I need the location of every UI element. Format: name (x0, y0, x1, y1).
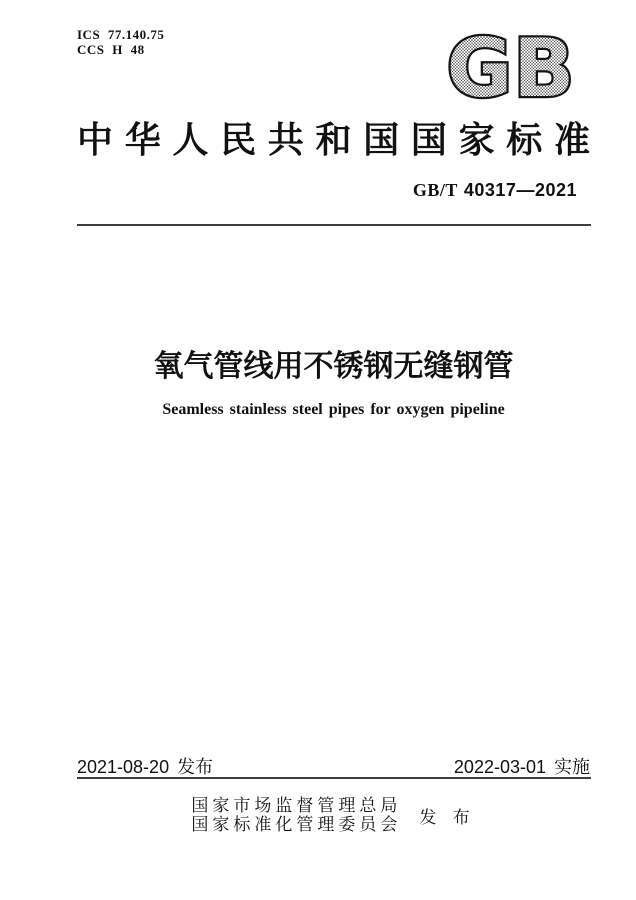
standard-title-en: Seamless stainless steel pipes for oxygen pipeline (162, 401, 505, 418)
country-title-text: 中华人民共和国国家标准 (77, 120, 590, 160)
standard-code: 40317—2021 (463, 180, 577, 200)
implement-date-group (454, 753, 590, 779)
bottom-rule (77, 777, 591, 779)
gb-logo-icon (432, 30, 590, 104)
ccs-code: CCS H 48 (77, 42, 145, 57)
issue-date: 2021-08-20 (77, 757, 170, 777)
country-title (77, 119, 590, 161)
ics-code: ICS 77.140.75 (77, 27, 165, 42)
implement-date: 2022-03-01 (453, 757, 546, 777)
gb-logo-text: GB (446, 30, 576, 104)
standard-prefix: GB/T (412, 180, 458, 200)
publish-label: 发 布 (419, 807, 476, 827)
top-rule (77, 224, 591, 226)
issuer-block (77, 796, 590, 834)
issuer-names (191, 796, 401, 834)
issue-date-label: 发布 (177, 757, 214, 777)
standard-number (413, 180, 577, 201)
classification-codes (77, 27, 164, 57)
dates-row (77, 753, 590, 779)
issuer-line1: 国家市场监督管理总局 (191, 796, 402, 815)
standard-title-zh: 氧气管线用不锈钢无缝钢管 (153, 350, 514, 383)
implement-date-label: 实施 (554, 757, 590, 777)
issuer-line2: 国家标准化管理委员会 (191, 815, 402, 834)
issue-date-group (77, 753, 213, 779)
